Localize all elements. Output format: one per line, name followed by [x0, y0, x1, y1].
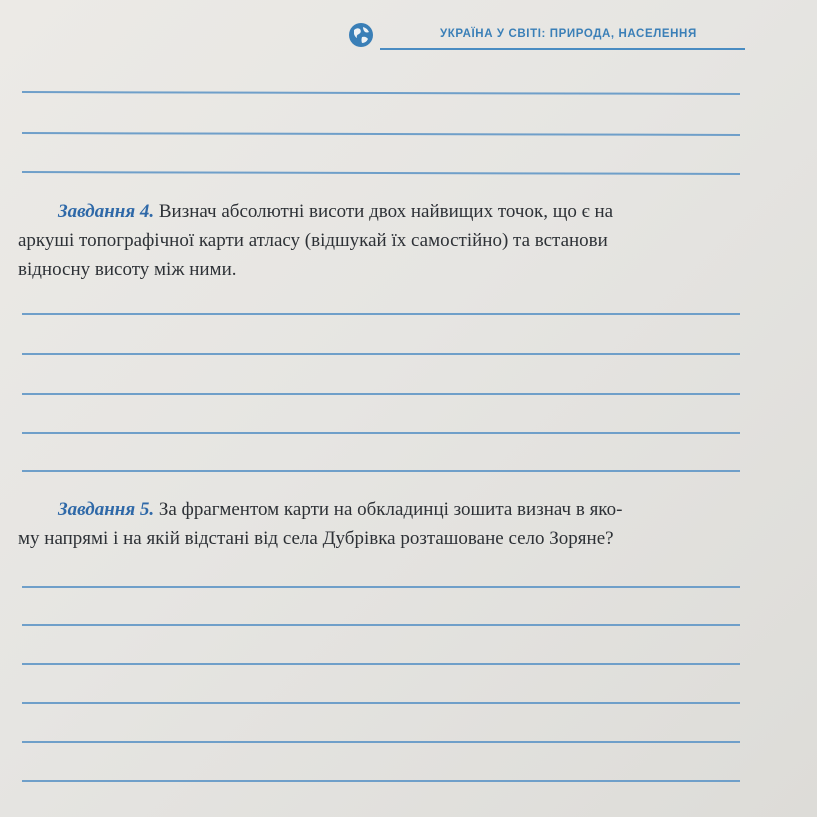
task-4-label: Завдання 4.: [58, 201, 155, 222]
answer-line: [22, 353, 740, 355]
task-4-text-1: Визнач абсолютні висоти двох найвищих точок, що є на: [158, 201, 614, 222]
task-5: [18, 495, 746, 553]
answer-line: [22, 432, 740, 434]
answer-line: [22, 663, 740, 665]
answer-line: [22, 313, 740, 315]
page-header: [340, 18, 745, 56]
task-4-line-1: [18, 197, 746, 226]
answer-line: [22, 702, 740, 704]
header-title: УКРАЇНА У СВІТІ: ПРИРОДА, НАСЕЛЕННЯ: [440, 28, 697, 40]
task-5-line-2: му напрямі і на якій відстані від села Дубрівка розташоване село Зоряне?: [18, 528, 614, 549]
answer-line: [22, 132, 740, 135]
answer-line: [22, 741, 740, 743]
task-4: [18, 197, 746, 284]
answer-line: [22, 624, 740, 626]
globe-icon: [348, 22, 374, 48]
header-rule: [380, 48, 745, 50]
task-5-label: Завдання 5.: [58, 499, 155, 520]
answer-line: [22, 171, 740, 174]
task-4-line-2: аркуші топографічної карти атласу (відшукай їх самостійно) та встанови: [18, 230, 608, 251]
answer-line: [22, 91, 740, 94]
answer-line: [22, 393, 740, 395]
task-5-line-1: [18, 495, 746, 524]
task-4-line-3: відносну висоту між ними.: [18, 259, 237, 280]
task-5-text-1: За фрагментом карти на обкладинці зошита визнач в яко-: [158, 499, 623, 520]
answer-line: [22, 470, 740, 472]
answer-line: [22, 780, 740, 782]
answer-line: [22, 586, 740, 588]
